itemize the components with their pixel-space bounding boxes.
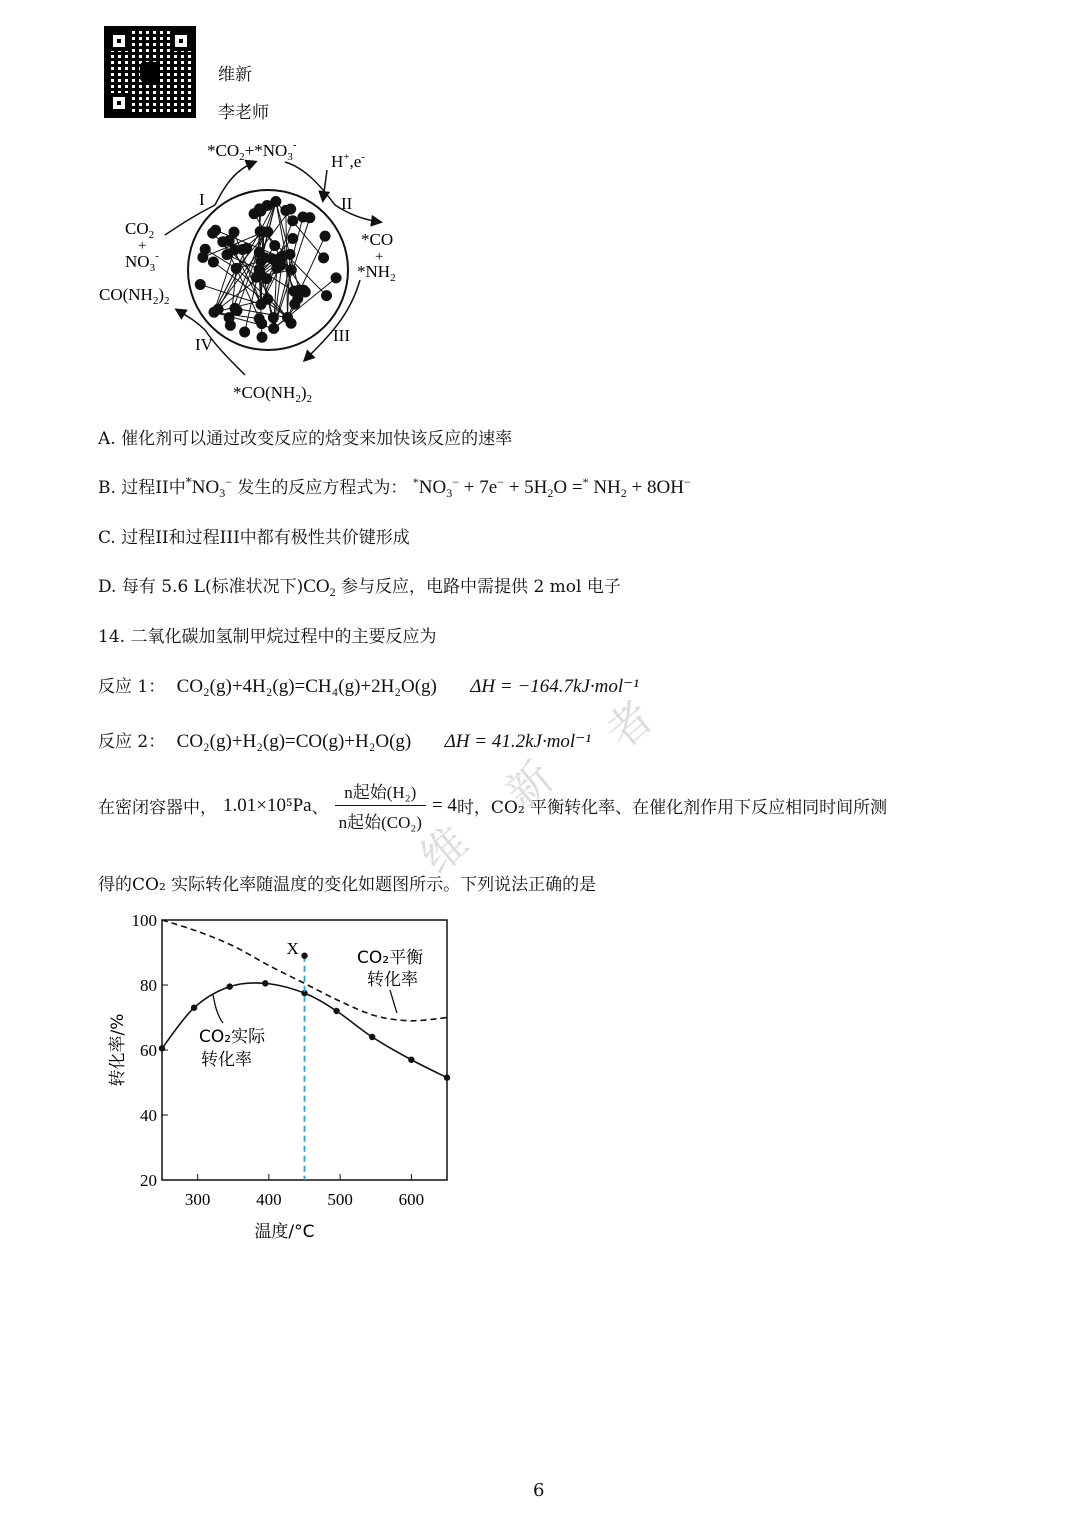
- network-atom: [257, 319, 267, 329]
- data-point: [408, 1057, 414, 1063]
- network-atom: [282, 312, 292, 322]
- network-atom: [276, 261, 286, 271]
- equilibrium-leader: [390, 990, 397, 1013]
- network-atom: [288, 216, 298, 226]
- data-point: [191, 1005, 197, 1011]
- conversion-chart: [95, 905, 465, 1245]
- arrow-III: [305, 280, 360, 360]
- option-d: D. 每有 5.6 L(标准状况下)$CO_2$ 参与反应，电路中需提供 2 mol 电子: [98, 576, 621, 599]
- actual-label-line2: 转化率: [201, 1050, 252, 1070]
- network-bond: [200, 284, 261, 304]
- label-no3: $NO_3^-$: [125, 250, 159, 274]
- equilibrium-label-line1: CO₂平衡: [357, 948, 424, 968]
- network-atom: [254, 247, 264, 257]
- arrow-I-in: [165, 205, 215, 235]
- network-atom: [240, 327, 250, 337]
- data-point: [159, 1045, 165, 1051]
- y-tick-label: 60: [140, 1041, 157, 1060]
- catalyst-sphere: [188, 190, 348, 350]
- network-atom: [200, 244, 210, 254]
- data-point: [333, 1008, 339, 1014]
- network-atom: [230, 245, 240, 255]
- network-atom: [195, 279, 205, 289]
- point-x: [301, 953, 307, 959]
- network-atom: [231, 263, 241, 273]
- y-tick-label: 40: [140, 1106, 157, 1125]
- data-point: [369, 1034, 375, 1040]
- watermark-char: 维: [411, 816, 479, 885]
- x-tick-label: 500: [327, 1190, 353, 1209]
- network-atom: [267, 254, 277, 264]
- label-plus-right: +: [375, 249, 384, 265]
- reaction-2: 反应 2： CO₂(g)+H₂(g)=CO(g)+H₂O(g) ΔH = 41.2kJ·mol⁻¹: [98, 731, 591, 752]
- network-atom: [259, 227, 269, 237]
- y-tick-label: 100: [131, 911, 157, 930]
- network-atom: [254, 204, 264, 214]
- q14-line2: 得的CO₂ 实际转化率随温度的变化如题图所示。下列说法正确的是: [98, 875, 597, 895]
- header-teacher: 李老师: [218, 103, 269, 123]
- header-name: 维新: [218, 65, 252, 85]
- roman-II: II: [341, 194, 353, 213]
- network-atom: [305, 213, 315, 223]
- roman-IV: IV: [195, 335, 213, 354]
- arrow-I: [215, 162, 255, 205]
- roman-I: I: [199, 190, 205, 209]
- label-urea: $CO(NH_2)_2$: [99, 285, 170, 307]
- network-atom: [230, 303, 240, 313]
- label-co: *CO: [361, 230, 394, 249]
- label-bottom: $*CO(NH_2)_2$: [233, 383, 313, 405]
- option-a: A. 催化剂可以通过改变反应的焓变来加快该反应的速率: [98, 429, 513, 449]
- y-tick-label: 80: [140, 976, 157, 995]
- network-atom: [285, 249, 295, 259]
- q14-stem: 14. 二氧化碳加氢制甲烷过程中的主要反应为: [98, 627, 437, 647]
- network-atom: [218, 237, 228, 247]
- network-atom: [209, 307, 219, 317]
- network-atom: [320, 231, 330, 241]
- point-x-label: X: [286, 938, 299, 958]
- x-axis-label: 温度/°C: [254, 1222, 315, 1242]
- roman-III: III: [333, 326, 350, 345]
- qr-code: [104, 26, 196, 118]
- data-point: [262, 980, 268, 986]
- label-top: $*CO_2+*NO_3^-$: [207, 139, 297, 163]
- network-atom: [270, 241, 280, 251]
- equilibrium-label-line2: 转化率: [367, 970, 418, 990]
- network-atom: [263, 294, 273, 304]
- x-tick-label: 600: [398, 1190, 425, 1209]
- network-atom: [288, 233, 298, 243]
- arrow-H-e: [323, 170, 327, 200]
- y-axis-label: 转化率/%: [108, 1013, 128, 1087]
- option-c: C. 过程II和过程III中都有极性共价键形成: [98, 528, 410, 548]
- watermark-char: 新: [496, 751, 564, 820]
- label-plus-left: +: [138, 238, 147, 254]
- catalyst-network: [195, 196, 341, 342]
- network-atom: [294, 285, 304, 295]
- x-tick-label: 300: [184, 1190, 211, 1209]
- network-atom: [322, 291, 332, 301]
- network-atom: [319, 253, 329, 263]
- label-h-e: H+,e-: [331, 151, 365, 171]
- wechat-icon: [140, 62, 160, 82]
- reaction-1: 反应 1： CO₂(g)+4H₂(g)=CH₄(g)+2H₂O(g) ΔH = −164.7kJ·mol⁻¹: [98, 676, 639, 697]
- catalyst-diagram: [95, 130, 435, 410]
- network-atom: [211, 225, 221, 235]
- network-atom: [268, 313, 278, 323]
- data-point: [226, 983, 232, 989]
- network-atom: [281, 205, 291, 215]
- actual-leader: [213, 995, 223, 1023]
- y-tick-label: 20: [140, 1171, 157, 1190]
- label-nh2: $*NH_2$: [357, 262, 396, 284]
- x-tick-label: 400: [256, 1190, 282, 1209]
- page-number: 6: [533, 1480, 545, 1501]
- watermark-char: 者: [596, 691, 664, 760]
- ratio-fraction: $\frac{\text{n起始(H₂)}}{\text{n起始(CO₂)}}$: [335, 778, 426, 833]
- option-b: B. 过程II中$^*NO_3^-$ 发生的反应方程式为： $^*NO_3^- + 7e^- + 5H_2O =^*$ $NH_2 + 8OH^-$: [98, 475, 691, 500]
- label-co2: $CO_2$: [125, 219, 155, 241]
- network-atom: [208, 257, 218, 267]
- network-atom: [269, 323, 279, 333]
- network-atom: [286, 265, 296, 275]
- network-atom: [224, 313, 234, 323]
- condition-line: 在密闭容器中， 1.01×10⁵Pa 、 $\frac{\text{n起始(H₂)}}{\text{n起始(CO₂)}}$ = 4 时，CO₂ 平衡转化率、在催化剂作用下反应相同时间所测: [98, 778, 887, 833]
- network-atom: [331, 273, 341, 283]
- data-point: [444, 1074, 450, 1080]
- actual-label-line1: CO₂实际: [199, 1027, 266, 1047]
- network-atom: [257, 332, 267, 342]
